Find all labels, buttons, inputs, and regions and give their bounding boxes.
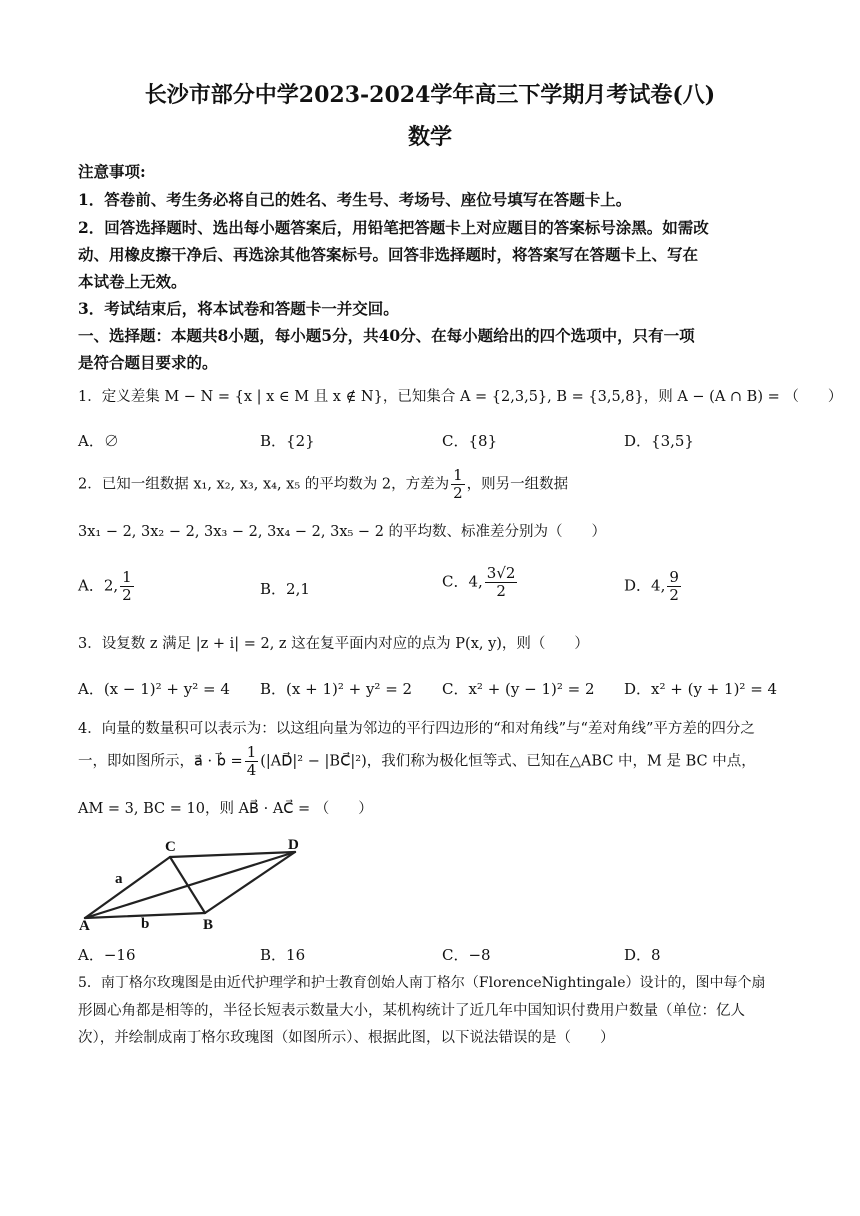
question-4-option-b: B．16 (260, 946, 306, 964)
question-5-line-1: 5．南丁格尔玫瑰图是由近代护理学和护士教育创始人南丁格尔（FlorenceNightingale）设计的，图中每个扇 (78, 975, 766, 991)
quarter-fraction (245, 745, 259, 778)
notice-heading: 注意事项: (78, 162, 146, 181)
side-cd-line (170, 852, 295, 857)
question-4-line-3: AM = 3, BC = 10，则 AB⃗ · AC⃗ = （ ） (78, 801, 373, 817)
option-a-numerator: 1 (122, 568, 132, 586)
diagonal-bc-line (170, 857, 205, 913)
variance-numerator: 1 (453, 466, 463, 484)
question-4-line-2-start: 一，即如图所示，a⃗ · b⃗ = (78, 753, 243, 770)
question-3-option-a: A．(x − 1)² + y² = 4 (78, 680, 230, 698)
section-1-line-2: 是符合题目要求的。 (78, 353, 218, 372)
question-1-stem: 1．定义差集 M − N = {x | x ∈ M 且 x ∉ N}，已知集合 A = {2,3,5}, B = {3,5,8}，则 A − (A ∩ B) = （ ） (78, 389, 843, 405)
question-1-option-a: A．∅ (78, 432, 119, 450)
point-d-label: D (288, 837, 299, 853)
side-bd-line (205, 852, 295, 913)
section-1-line-1: 一、选择题：本题共8小题，每小题5分，共40分、在每小题给出的四个选项中，只有一项 (78, 326, 695, 345)
question-1-option-c: C．{8} (442, 432, 498, 450)
quarter-numerator: 1 (246, 743, 257, 761)
question-2-option-a-prefix: A．2, (78, 576, 119, 595)
notice-item-1: 1．答卷前、考生务必将自己的姓名、考生号、考场号、座位号填写在答题卡上。 (78, 190, 632, 209)
question-4-line-2 (78, 745, 756, 778)
parallelogram-figure (75, 835, 315, 935)
question-3-option-c: C．x² + (y − 1)² = 2 (442, 680, 595, 698)
question-2-stem (78, 468, 568, 501)
question-3-option-d: D．x² + (y + 1)² = 4 (624, 680, 778, 698)
question-2-line-2: 3x₁ − 2, 3x₂ − 2, 3x₃ − 2, 3x₄ − 2, 3x₅ − 2 的平均数、标准差分别为（ ） (78, 524, 607, 540)
question-3-option-b: B．(x + 1)² + y² = 2 (260, 680, 413, 698)
variance-denominator: 2 (453, 484, 463, 502)
option-d-denominator: 2 (669, 586, 679, 604)
option-c-numerator: 3√2 (486, 564, 516, 582)
question-2-option-c (442, 566, 519, 599)
question-4-option-d: D．8 (624, 946, 661, 964)
option-a-denominator: 2 (122, 586, 132, 604)
side-a-line (85, 857, 170, 918)
option-d-numerator: 9 (669, 568, 679, 586)
question-1-option-d: D．{3,5} (624, 432, 694, 450)
question-2-option-d (624, 570, 683, 603)
question-1-option-b: B．{2} (260, 432, 315, 450)
question-5-line-3: 次），并绘制成南丁格尔玫瑰图（如图所示）、根据此图，以下说法错误的是（ ） (78, 1030, 615, 1046)
question-2-stem-start: 2．已知一组数据 x₁, x₂, x₃, x₄, x₅ 的平均数为 2，方差为 (78, 476, 450, 493)
point-a-label: A (79, 918, 90, 934)
notice-item-3: 3．考试结束后，将本试卷和答题卡一并交回。 (78, 299, 399, 318)
question-4-option-c: C．−8 (442, 946, 491, 964)
point-c-label: C (165, 839, 176, 855)
question-4-option-a: A．−16 (78, 946, 136, 964)
vector-b-label: b (141, 916, 150, 932)
question-2-stem-end: ，则另一组数据 (466, 476, 569, 493)
notice-item-2-line-1: 2．回答选择题时、选出每小题答案后，用铅笔把答题卡上对应题目的答案标号涂黑。如需改 (78, 218, 709, 237)
quarter-denominator: 4 (246, 761, 257, 779)
exam-title: 长沙市部分中学2023-2024学年高三下学期月考试卷(八) (144, 82, 716, 108)
option-c-denominator: 2 (496, 582, 506, 600)
subject-title: 数学 (407, 124, 452, 150)
question-2-option-a (78, 570, 136, 603)
question-3-stem: 3．设复数 z 满足 |z + i| = 2, z 这在复平面内对应的点为 P(x, y)，则（ ） (78, 636, 589, 652)
option-a-fraction (120, 570, 134, 603)
question-2-option-d-prefix: D．4, (624, 576, 666, 595)
option-c-fraction (485, 566, 518, 599)
question-5-line-2: 形圆心角都是相等的，半径长短表示数量大小，某机构统计了近几年中国知识付费用户数量（单位：亿人 (78, 1003, 745, 1019)
question-4-line-2-end: (|AD⃗|² − |BC⃗|²)，我们称为极化恒等式、已知在△ABC 中，M 是 BC 中点， (260, 753, 756, 770)
notice-item-2-line-3: 本试卷上无效。 (78, 272, 187, 291)
question-4-line-1: 4．向量的数量积可以表示为：以这组向量为邻边的平行四边形的“和对角线”与“差对角线”平方差的四分之 (78, 721, 755, 737)
vector-a-label: a (115, 871, 123, 887)
notice-item-2-line-2: 动、用橡皮擦干净后、再选涂其他答案标号。回答非选择题时，将答案写在答题卡上、写在 (78, 245, 699, 264)
question-2-option-c-prefix: C．4, (442, 572, 483, 591)
question-2-option-b: B．2,1 (260, 580, 310, 598)
point-b-label: B (203, 917, 214, 933)
variance-fraction (451, 468, 465, 501)
option-d-fraction (667, 570, 681, 603)
